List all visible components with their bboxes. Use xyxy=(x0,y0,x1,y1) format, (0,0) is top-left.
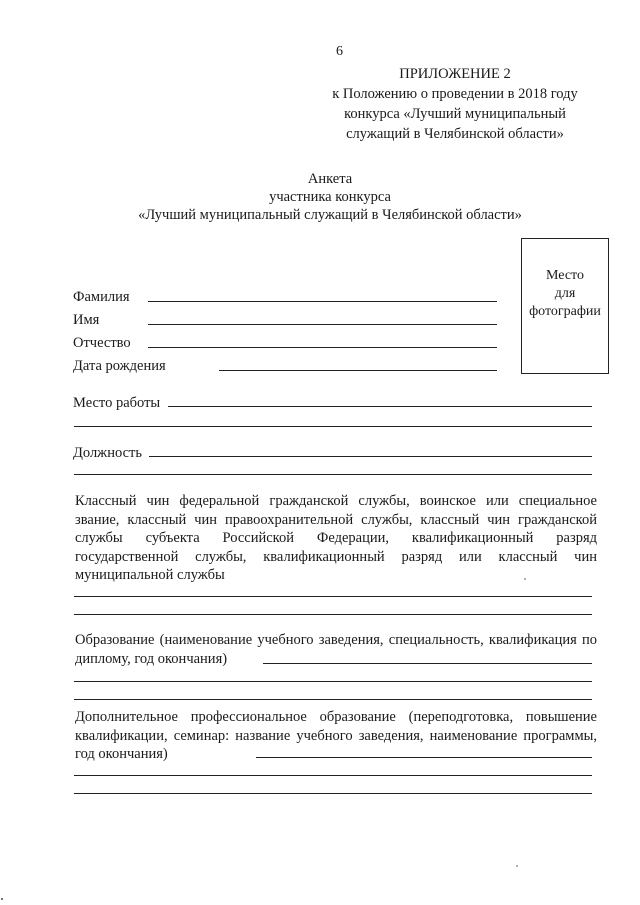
scan-speck xyxy=(516,865,518,867)
appendix-header xyxy=(300,64,610,144)
name-line[interactable] xyxy=(148,324,497,325)
education-line-3[interactable] xyxy=(74,699,592,700)
education-line[interactable] xyxy=(263,663,592,664)
additional-education-section-text: Дополнительное профессиональное образование (переподготовка, повышение квалификации, семинар: название учебного заведения, наименование программы, год окончания) xyxy=(75,709,597,762)
workplace-label: Место работы xyxy=(73,395,161,411)
photo-box xyxy=(521,238,609,374)
rank-line[interactable] xyxy=(74,596,592,597)
appendix-line: к Положению о проведении в 2018 году xyxy=(332,86,578,102)
birth-date-line[interactable] xyxy=(219,370,497,371)
photo-label-line: для xyxy=(554,286,576,301)
additional-education-line-3[interactable] xyxy=(74,793,592,794)
birth-date-label: Дата рождения xyxy=(73,358,166,374)
form-title-line: участника конкурса xyxy=(269,189,391,205)
appendix-line: конкурса «Лучший муниципальный xyxy=(344,106,566,122)
form-title xyxy=(70,170,590,224)
position-line-2[interactable] xyxy=(74,474,592,475)
surname-label: Фамилия xyxy=(73,289,130,305)
appendix-title: ПРИЛОЖЕНИЕ 2 xyxy=(399,66,511,82)
form-title-line: Анкета xyxy=(307,171,353,187)
patronymic-label: Отчество xyxy=(73,335,131,351)
page-number: 6 xyxy=(336,44,343,59)
education-line-2[interactable] xyxy=(74,681,592,682)
rank-line-2[interactable] xyxy=(74,614,592,615)
workplace-line[interactable] xyxy=(168,406,592,407)
workplace-line-2[interactable] xyxy=(74,426,592,427)
surname-line[interactable] xyxy=(148,301,497,302)
name-label: Имя xyxy=(73,312,100,328)
appendix-line: служащий в Челябинской области» xyxy=(346,126,564,142)
position-label: Должность xyxy=(73,445,142,461)
form-title-line: «Лучший муниципальный служащий в Челябинской области» xyxy=(138,207,522,223)
additional-education-line-2[interactable] xyxy=(74,775,592,776)
scan-speck xyxy=(1,898,3,900)
photo-label-line: фотографии xyxy=(529,304,601,319)
education-section-text: Образование (наименование учебного заведения, специальность, квалификация по диплому, год окончания) xyxy=(75,632,597,667)
scan-speck xyxy=(524,578,526,580)
photo-label xyxy=(522,267,608,321)
additional-education-line[interactable] xyxy=(256,757,592,758)
position-line[interactable] xyxy=(149,456,592,457)
rank-section-text: Классный чин федеральной гражданской службы, воинское или специальное звание, классный чин правоохранительной службы, классный чин гражданской службы субъекта Российской Федерации, квалификационный разряд государственной службы, квалификационный разряд или классный чин муниципальной службы xyxy=(75,493,597,583)
photo-label-line: Место xyxy=(546,268,584,283)
patronymic-line[interactable] xyxy=(148,347,497,348)
